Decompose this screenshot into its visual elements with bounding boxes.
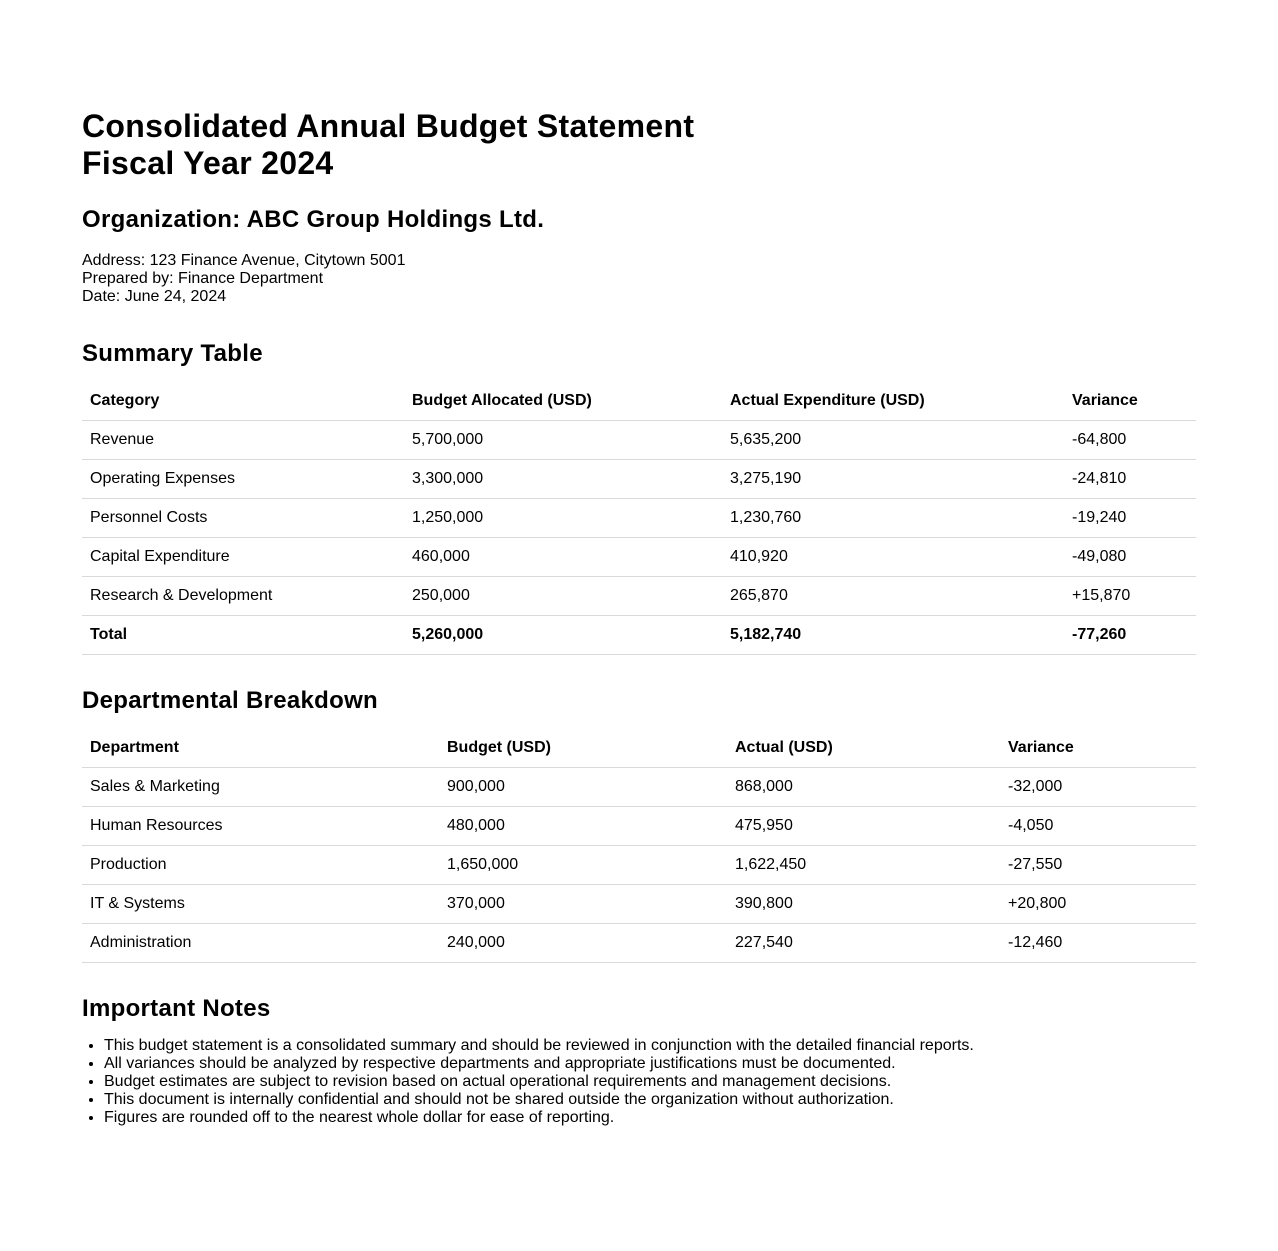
department-cell: Human Resources bbox=[82, 807, 439, 846]
variance-cell: -32,000 bbox=[1000, 768, 1196, 807]
table-row bbox=[82, 924, 1196, 963]
table-row bbox=[82, 846, 1196, 885]
list-item: • Figures are rounded off to the nearest whole dollar for ease of reporting. bbox=[104, 1109, 1196, 1127]
category-cell: Personnel Costs bbox=[82, 499, 404, 538]
summary-header-budget: Budget Allocated (USD) bbox=[404, 382, 722, 421]
variance-cell: -27,550 bbox=[1000, 846, 1196, 885]
actual-cell: 868,000 bbox=[727, 768, 1000, 807]
summary-total-row bbox=[82, 616, 1196, 655]
address-line: Address: 123 Finance Avenue, Citytown 5001 bbox=[82, 252, 406, 269]
budget-cell: 900,000 bbox=[439, 768, 727, 807]
total-label-cell: Total bbox=[82, 616, 404, 655]
table-row bbox=[82, 807, 1196, 846]
actual-cell: 1,230,760 bbox=[722, 499, 1064, 538]
actual-cell: 227,540 bbox=[727, 924, 1000, 963]
table-row bbox=[82, 538, 1196, 577]
summary-table-heading: Summary Table bbox=[82, 340, 263, 367]
departmental-breakdown-heading: Departmental Breakdown bbox=[82, 687, 379, 714]
actual-cell: 1,622,450 bbox=[727, 846, 1000, 885]
dept-header-variance: Variance bbox=[1000, 729, 1196, 768]
table-row bbox=[82, 421, 1196, 460]
table-row bbox=[82, 885, 1196, 924]
department-cell: Sales & Marketing bbox=[82, 768, 439, 807]
budget-cell: 1,650,000 bbox=[439, 846, 727, 885]
list-item: • This budget statement is a consolidated summary and should be reviewed in conjunction with the detailed financial reports. bbox=[104, 1037, 1196, 1055]
variance-cell: -4,050 bbox=[1000, 807, 1196, 846]
category-cell: Operating Expenses bbox=[82, 460, 404, 499]
budget-cell: 370,000 bbox=[439, 885, 727, 924]
actual-cell: 3,275,190 bbox=[722, 460, 1064, 499]
summary-header-category: Category bbox=[82, 382, 404, 421]
category-cell: Research & Development bbox=[82, 577, 404, 616]
summary-table bbox=[82, 382, 1196, 655]
list-item: • This document is internally confidential and should not be shared outside the organization without authorization. bbox=[104, 1091, 1196, 1109]
important-notes-heading: Important Notes bbox=[82, 995, 271, 1022]
variance-cell: +20,800 bbox=[1000, 885, 1196, 924]
document-title bbox=[82, 108, 1196, 182]
prepared-by-line: Prepared by: Finance Department bbox=[82, 270, 324, 287]
total-budget-cell: 5,260,000 bbox=[404, 616, 722, 655]
category-cell: Revenue bbox=[82, 421, 404, 460]
table-row bbox=[82, 460, 1196, 499]
budget-cell: 240,000 bbox=[439, 924, 727, 963]
document-meta bbox=[82, 252, 1196, 306]
budget-cell: 480,000 bbox=[439, 807, 727, 846]
variance-cell: -12,460 bbox=[1000, 924, 1196, 963]
budget-cell: 250,000 bbox=[404, 577, 722, 616]
budget-cell: 1,250,000 bbox=[404, 499, 722, 538]
total-variance-cell: -77,260 bbox=[1064, 616, 1196, 655]
table-row bbox=[82, 577, 1196, 616]
dept-header-actual: Actual (USD) bbox=[727, 729, 1000, 768]
variance-cell: -19,240 bbox=[1064, 499, 1196, 538]
department-cell: Administration bbox=[82, 924, 439, 963]
actual-cell: 5,635,200 bbox=[722, 421, 1064, 460]
title-line-1: Consolidated Annual Budget Statement bbox=[82, 108, 695, 144]
list-item: • All variances should be analyzed by respective departments and appropriate justifications must be documented. bbox=[104, 1055, 1196, 1073]
dept-header-budget: Budget (USD) bbox=[439, 729, 727, 768]
budget-cell: 460,000 bbox=[404, 538, 722, 577]
departmental-table bbox=[82, 729, 1196, 963]
category-cell: Capital Expenditure bbox=[82, 538, 404, 577]
variance-cell: -64,800 bbox=[1064, 421, 1196, 460]
summary-header-row bbox=[82, 382, 1196, 421]
variance-cell: -24,810 bbox=[1064, 460, 1196, 499]
variance-cell: -49,080 bbox=[1064, 538, 1196, 577]
organization-heading: Organization: ABC Group Holdings Ltd. bbox=[82, 206, 545, 233]
total-actual-cell: 5,182,740 bbox=[722, 616, 1064, 655]
dept-header-department: Department bbox=[82, 729, 439, 768]
notes-list bbox=[82, 1037, 1196, 1127]
table-row bbox=[82, 499, 1196, 538]
actual-cell: 475,950 bbox=[727, 807, 1000, 846]
list-item: • Budget estimates are subject to revision based on actual operational requirements and management decisions. bbox=[104, 1073, 1196, 1091]
actual-cell: 390,800 bbox=[727, 885, 1000, 924]
budget-cell: 5,700,000 bbox=[404, 421, 722, 460]
actual-cell: 410,920 bbox=[722, 538, 1064, 577]
date-line: Date: June 24, 2024 bbox=[82, 288, 227, 305]
summary-header-variance: Variance bbox=[1064, 382, 1196, 421]
table-row bbox=[82, 768, 1196, 807]
department-cell: Production bbox=[82, 846, 439, 885]
variance-cell: +15,870 bbox=[1064, 577, 1196, 616]
title-line-2: Fiscal Year 2024 bbox=[82, 145, 334, 181]
departmental-header-row bbox=[82, 729, 1196, 768]
budget-cell: 3,300,000 bbox=[404, 460, 722, 499]
summary-header-actual: Actual Expenditure (USD) bbox=[722, 382, 1064, 421]
actual-cell: 265,870 bbox=[722, 577, 1064, 616]
department-cell: IT & Systems bbox=[82, 885, 439, 924]
